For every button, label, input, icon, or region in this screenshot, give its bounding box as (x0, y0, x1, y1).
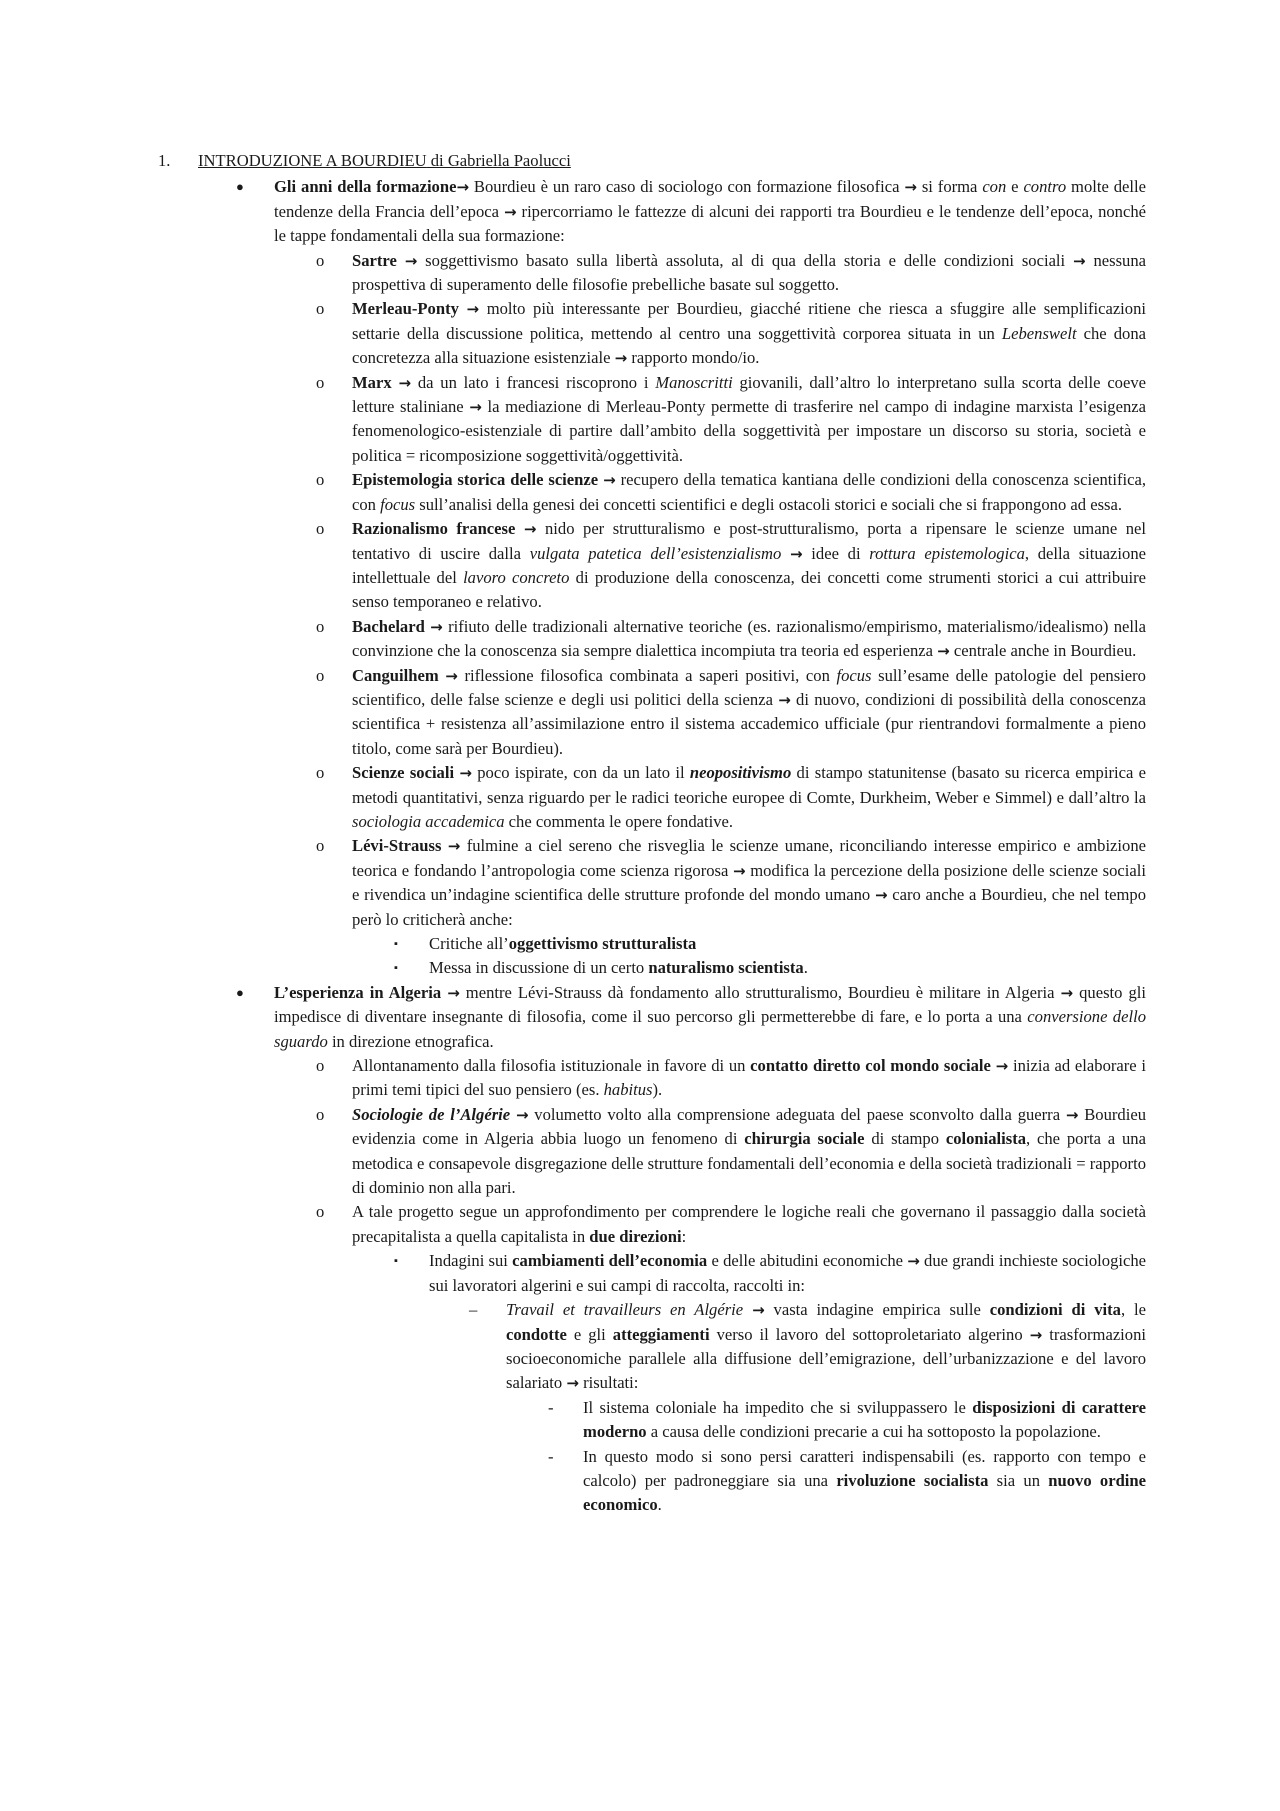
outline-item-level-2 (156, 761, 1146, 834)
body-text (459, 299, 467, 318)
body-text: risultati: (578, 1373, 639, 1393)
body-text: trasformazioni socioeconomiche parallele alla diffusione dell’emigrazione, dell’urbanizzazione e del lavoro salariato (506, 1324, 1146, 1393)
arrow-icon: → (515, 1105, 529, 1124)
arrow-icon: → (398, 373, 412, 392)
square-marker: ▪ (394, 962, 398, 975)
body-text: Indagini sui (429, 1251, 513, 1271)
arrow-icon: → (733, 861, 746, 880)
bold-text: naturalismo scientista (648, 958, 804, 978)
body-text: questo gli impedisce di diventare insegnante di filosofia, come il suo percorso gli permetterebbe di fare, e lo porta a una (274, 982, 1146, 1027)
arrow-icon: → (459, 764, 472, 783)
arrow-icon: → (1060, 983, 1074, 1002)
outline-item-level-2 (156, 834, 1146, 932)
body-text: recupero della tematica kantiana delle condizioni della conoscenza scientifica, con (352, 470, 1146, 514)
body-text: da un lato i francesi riscoprono i (411, 372, 656, 392)
italic-text: focus (836, 665, 872, 685)
body-text: A tale progetto segue un approfondimento per comprendere le logiche reali che governano il passaggio dalla società precapitalista a quella capitalista in (352, 1202, 1146, 1246)
body-text: in direzione etnografica. (327, 1031, 494, 1051)
italic-text: focus (380, 494, 416, 514)
body-text (515, 519, 524, 538)
body-text: di produzione della conoscenza, dei concetti come strumenti storici a cui attribuire senso temporaneo e relativo. (352, 567, 1146, 612)
section-title: INTRODUZIONE A BOURDIEU (198, 151, 427, 170)
body-text: nessuna prospettiva di superamento delle filosofie prebelliche basate sul soggetto. (352, 250, 1147, 295)
hyphen-marker: - (548, 1397, 554, 1417)
body-text: Bourdieu evidenzia come in Algeria abbia luogo un fenomeno di (352, 1104, 1146, 1149)
italic-text: Lebenswelt (1001, 323, 1077, 343)
body-text: Critiche all’ (429, 934, 509, 953)
circle-marker: o (316, 763, 325, 783)
body-text: poco ispirate, con da un lato il (471, 763, 690, 783)
body-text: , le (1120, 1300, 1146, 1320)
circle-marker: o (316, 1202, 325, 1222)
body-text: idee di (802, 543, 870, 563)
circle-marker: o (316, 1056, 325, 1076)
outline-item-level-5 (156, 1396, 1146, 1445)
outline-item-level-2 (156, 297, 1146, 370)
body-text: nido per strutturalismo e post-strutturalismo, porta a ripensare le scienze umane nel tentativo di uscire dalla (352, 519, 1147, 563)
body-text: . (803, 958, 808, 978)
section-author: di Gabriella Paolucci (426, 151, 571, 170)
bold-text: contatto diretto col mondo sociale (750, 1056, 991, 1076)
bold-text: condotte (506, 1324, 567, 1344)
bold-text: chirurgia sociale (744, 1129, 865, 1149)
bold-text: Razionalismo francese (352, 519, 516, 539)
circle-marker: o (316, 250, 325, 270)
circle-marker: o (316, 519, 325, 539)
outline-item-level-2 (156, 1103, 1146, 1201)
outline-item-level-2 (156, 249, 1146, 298)
body-text: la mediazione di Merleau-Ponty permette di trasferire nel campo di indagine marxista l’esigenza fenomenologico-esistenziale di partire dall’ambito della soggettività per impostare un discorso su storia, società e politica = ricomposizione soggettività/oggettività. (352, 397, 1146, 465)
bold-text: atteggiamenti (612, 1324, 710, 1344)
arrow-icon: → (995, 1057, 1009, 1076)
body-text: molto più interessante per Bourdieu, giacché ritiene che riesca a sfuggire alle semplificazioni settarie della discussione politica, mettendo al centro una soggettività corporea situata in un (352, 299, 1146, 343)
circle-marker: o (316, 372, 325, 392)
arrow-icon: → (503, 202, 517, 221)
bold-italic-text: Sociologie de l’Algérie (352, 1104, 511, 1124)
circle-marker: o (316, 665, 325, 685)
body-text (397, 251, 405, 270)
bold-text: Canguilhem (352, 665, 439, 685)
arrow-icon: → (874, 886, 888, 905)
arrow-icon: → (603, 471, 616, 490)
bold-italic-text: neopositivismo (689, 763, 792, 783)
outline-item-level-3 (156, 956, 1146, 980)
body-text: mentre Lévi-Strauss dà fondamento allo strutturalismo, Bourdieu è militare in Algeria (459, 982, 1061, 1002)
body-text: Il sistema coloniale ha impedito che si sviluppassero le (583, 1397, 973, 1417)
body-text: e gli (566, 1324, 613, 1344)
arrow-icon: → (778, 690, 791, 709)
body-text: : (681, 1226, 687, 1246)
arrow-icon: → (1073, 251, 1086, 270)
body-text: soggettivismo basato sulla libertà assoluta, al di qua della storia e delle condizioni sociali (417, 250, 1074, 270)
bold-text: Lévi-Strauss (352, 836, 442, 856)
body-text: di stampo statunitense (basato su ricerca empirica e metodi quantitativi, senza riguardo per le radici teoriche europee di Comte, Durkheim, Weber e Simmel) e dall’altro la (352, 763, 1146, 807)
body-text: In questo modo si sono persi caratteri indispensabili (es. rapporto con tempo e calcolo) per padroneggiare sia una (583, 1446, 1146, 1490)
body-text: e (1006, 177, 1024, 197)
outline-item-level-2 (156, 371, 1146, 469)
body-text: che commenta le opere fondative. (504, 811, 734, 831)
bold-text: cambiamenti dell’economia (512, 1251, 708, 1271)
body-text: ripercorriamo le fattezze di alcuni dei rapporti tra Bourdieu e le tendenze dell’epoca, nonché le tappe fondamentali della sua formazione: (274, 201, 1146, 246)
bold-text: Merleau-Ponty (352, 299, 459, 319)
body-text: che dona concretezza alla situazione esistenziale (352, 323, 1146, 368)
outline-item-level-2 (156, 615, 1146, 664)
body-text: fulmine a ciel sereno che risveglia le scienze umane, riconciliando interesse empirico e ambizione teorica e fondando l’antropologia come scienza rigorosa (352, 836, 1146, 880)
bold-text: oggettivismo strutturalista (508, 934, 697, 953)
italic-text: con (982, 177, 1007, 197)
circle-marker: o (316, 616, 325, 636)
body-text: , della situazione intellettuale del (352, 543, 1146, 587)
square-marker: ▪ (394, 1255, 398, 1268)
body-text (743, 1300, 752, 1319)
outline-item-level-3 (156, 932, 1146, 956)
outline-item-level-2 (156, 664, 1146, 762)
italic-text: contro (1023, 177, 1067, 197)
bold-text: due direzioni (589, 1226, 682, 1246)
bold-text: Epistemologia storica delle scienze (352, 470, 599, 490)
arrow-icon: → (907, 1252, 920, 1271)
body-text: ). (652, 1080, 663, 1100)
square-marker: ▪ (394, 938, 398, 950)
italic-text: habitus (603, 1080, 653, 1100)
body-text: e delle abitudini economiche (707, 1251, 908, 1271)
arrow-icon: → (790, 544, 803, 563)
body-text: caro anche a Bourdieu, che nel tempo però lo criticherà anche: (352, 885, 1146, 929)
italic-text: Travail et travailleurs en Algérie (506, 1300, 744, 1320)
outline-item-level-3 (156, 1249, 1146, 1298)
arrow-icon: → (447, 837, 461, 856)
body-text: Bourdieu è un raro caso di sociologo con formazione filosofica (469, 177, 905, 197)
outline-list (156, 175, 1146, 1517)
arrow-icon: → (469, 398, 482, 417)
body-text: Messa in discussione di un certo (429, 958, 649, 978)
arrow-icon: → (752, 1301, 765, 1320)
outline-item-level-2 (156, 517, 1146, 615)
bold-text: Gli anni della formazione (274, 177, 457, 197)
arrow-icon: → (566, 1374, 579, 1393)
body-text: sull’analisi della genesi dei concetti scientifici e degli ostacoli storici e sociali che si frappongono ad essa. (415, 494, 1122, 514)
italic-text: vulgata patetica dell’esistenzialismo (529, 543, 782, 563)
body-text: di stampo (864, 1129, 946, 1149)
italic-text: Manoscritti (655, 372, 733, 392)
bullet-marker: ● (236, 984, 244, 1000)
body-text: volumetto volto alla comprensione adeguata del paese sconvolto dalla guerra (528, 1104, 1066, 1124)
body-text: sia un (988, 1470, 1049, 1490)
arrow-icon: → (614, 349, 628, 368)
bold-text: disposizioni di carattere moderno (583, 1397, 1146, 1442)
arrow-icon: → (1029, 1325, 1043, 1344)
arrow-icon: → (445, 666, 458, 685)
body-text: a causa delle condizioni precarie a cui ha sottoposto la popolazione. (646, 1422, 1101, 1442)
body-text: riflessione filosofica combinata a saperi positivi, con (457, 665, 837, 685)
arrow-icon: → (430, 617, 443, 636)
outline-item-level-2 (156, 468, 1146, 517)
body-text: , che porta a una metodica e consapevole disgregazione delle strutture fondamentali dell’economia e della società tradizionali = rapporto di dominio non alla pari. (352, 1129, 1146, 1198)
body-text: rifiuto delle tradizionali alternative teoriche (es. razionalismo/empirismo, materialismo/idealismo) nella convinzione che la conoscenza sia sempre dialettica incompiuta tra teoria ed esperienza (352, 616, 1146, 661)
italic-text: rottura epistemologica (869, 543, 1025, 563)
bold-text: Scienze sociali (352, 763, 455, 783)
body-text (781, 544, 790, 563)
outline-item-level-5 (156, 1445, 1146, 1518)
outline-item-level-1 (156, 981, 1146, 1054)
circle-marker: o (316, 836, 325, 856)
arrow-icon: → (456, 178, 470, 197)
body-text: molte delle tendenze della Francia dell’epoca (274, 177, 1146, 221)
arrow-icon: → (937, 642, 950, 661)
circle-marker: o (316, 299, 325, 319)
outline-item-level-1 (156, 175, 1146, 248)
bold-text: Marx (352, 372, 392, 392)
body-text: giovanili, dall’altro lo interpretano sulla scorta delle coeve letture staliniane (352, 372, 1147, 417)
section-heading (156, 149, 1146, 173)
body-text: rapporto mondo/io. (627, 348, 760, 368)
arrow-icon: → (1065, 1105, 1079, 1124)
arrow-icon: → (404, 251, 418, 270)
arrow-icon: → (447, 983, 460, 1002)
arrow-icon: → (904, 178, 917, 197)
bold-text: rivoluzione socialista (836, 1470, 989, 1490)
italic-text: sociologia accademica (352, 811, 505, 831)
body-text: verso il lavoro del sottoproletariato algerino (709, 1324, 1030, 1344)
outline-item-level-4 (156, 1298, 1146, 1396)
arrow-icon: → (466, 300, 480, 319)
outline-item-level-2 (156, 1200, 1146, 1249)
body-text: Allontanamento dalla filosofia istituzionale in favore di un (352, 1056, 751, 1076)
hyphen-marker: - (548, 1446, 554, 1466)
body-text: di nuovo, condizioni di possibilità della conoscenza scientifica + resistenza all’assimilazione entro il sistema accademico ufficiale (pur rientrandovi formalmente a pieno titolo, come sarà per Bourdieu). (352, 689, 1146, 758)
body-text: centrale anche in Bourdieu. (949, 641, 1137, 661)
outline-item-level-2 (156, 1054, 1146, 1103)
bold-text: condizioni di vita (989, 1300, 1121, 1320)
bold-text: colonialista (945, 1129, 1027, 1149)
body-text: . (657, 1495, 662, 1515)
italic-text: conversione dello sguardo (274, 1007, 1146, 1051)
body-text: si forma (916, 177, 983, 197)
bullet-marker: ● (236, 179, 244, 195)
body-text: vasta indagine empirica sulle (764, 1300, 990, 1320)
arrow-icon: → (523, 520, 537, 539)
body-text: sull’esame delle patologie del pensiero scientifico, delle false scienze e degli usi politici della scienza (352, 665, 1146, 709)
circle-marker: o (316, 470, 325, 490)
body-text: inizia ad elaborare i primi temi tipici del suo pensiero (es. (352, 1056, 1146, 1100)
dash-marker: – (469, 1300, 478, 1320)
body-text: due grandi inchieste sociologiche sui lavoratori algerini e sui campi di raccolta, raccolti in: (429, 1251, 1146, 1295)
document-body (156, 149, 1146, 1518)
bold-text: L’esperienza in Algeria (274, 982, 442, 1002)
section-number: 1. (158, 151, 171, 170)
bold-text: Sartre (352, 250, 397, 270)
bold-text: Bachelard (352, 616, 425, 636)
bold-text: nuovo ordine economico (583, 1470, 1147, 1515)
circle-marker: o (316, 1104, 325, 1124)
italic-text: lavoro concreto (463, 567, 570, 587)
body-text: modifica la percezione della posizione delle scienze sociali e rivendica un’indagine scientifica delle strutture profonde del mondo umano (352, 860, 1146, 905)
